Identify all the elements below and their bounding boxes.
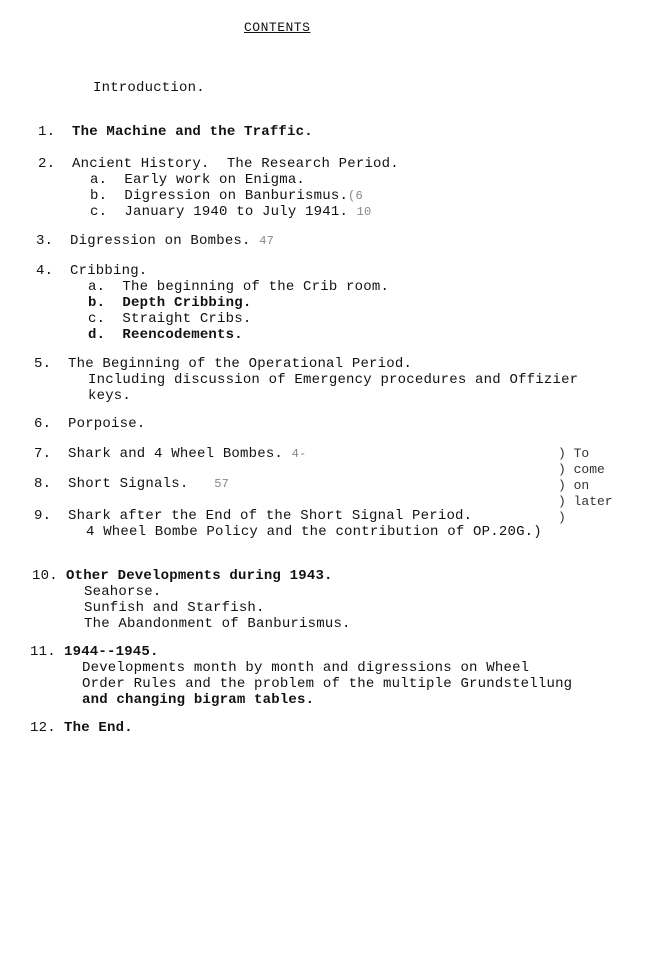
entry-10-sub-2: Sunfish and Starfish.: [84, 600, 265, 616]
side-note-line-1: ) To: [558, 446, 590, 461]
entry-5-sub-1: Including discussion of Emergency procedures and Offizier: [88, 372, 579, 388]
entry-3: [36, 233, 274, 249]
entry-11-sub-3: and changing bigram tables.: [82, 692, 315, 708]
margin-mark: (6: [348, 189, 363, 203]
entry-number: 6.: [34, 416, 52, 432]
margin-mark: 10: [356, 205, 372, 219]
entry-number: 5.: [34, 356, 52, 372]
entry-1: [38, 124, 313, 140]
entry-11-sub-2: Order Rules and the problem of the multiple Grundstellung: [82, 676, 573, 692]
entry-number: 7.: [34, 446, 52, 462]
entry-12: [30, 720, 133, 736]
page-title: CONTENTS: [244, 20, 311, 35]
entry-number: 8.: [34, 476, 52, 492]
entry-5-sub-2: keys.: [88, 388, 132, 404]
entry-10-sub-3: The Abandonment of Banburismus.: [84, 616, 351, 632]
entry-4-sub-c: c. Straight Cribs.: [88, 311, 252, 327]
entry-4: [36, 263, 147, 279]
entry-10: [32, 568, 333, 584]
entry-5: [34, 356, 412, 372]
entry-4-sub-a: a. The beginning of the Crib room.: [88, 279, 390, 295]
entry-8: [34, 476, 229, 492]
margin-mark: 47: [259, 234, 275, 248]
entry-number: 4.: [36, 263, 54, 279]
entry-4-sub-b: b. Depth Cribbing.: [88, 295, 252, 311]
side-note-line-2: ) come: [558, 462, 605, 477]
entry-title: Shark after the End of the Short Signal Period.: [68, 508, 473, 524]
entry-title: The Beginning of the Operational Period.: [68, 356, 413, 372]
entry-number: 10.: [32, 568, 58, 584]
entry-4-sub-d: d. Reencodements.: [88, 327, 243, 343]
entry-11: [30, 644, 159, 660]
entry-title: Ancient History. The Research Period.: [72, 156, 399, 172]
entry-9: [34, 508, 472, 524]
entry-title: Short Signals.: [68, 476, 189, 492]
entry-2-sub-a: a. Early work on Enigma.: [90, 172, 306, 188]
entry-title: Porpoise.: [68, 416, 146, 432]
side-note-line-5: ): [558, 510, 566, 525]
margin-mark: 57: [214, 477, 230, 491]
entry-title: The End.: [64, 720, 133, 736]
entry-title: 1944--1945.: [64, 644, 159, 660]
entry-number: 9.: [34, 508, 52, 524]
entry-title: Other Developments during 1943.: [66, 568, 333, 584]
entry-2-sub-c: [90, 204, 371, 220]
introduction-line: Introduction.: [93, 80, 205, 96]
entry-title: Shark and 4 Wheel Bombes.: [68, 446, 284, 462]
entry-11-sub-1: Developments month by month and digressions on Wheel: [82, 660, 530, 676]
entry-number: 3.: [36, 233, 54, 249]
side-note-line-3: ) on: [558, 478, 590, 493]
entry-9-sub-1: 4 Wheel Bombe Policy and the contribution of OP.20G.): [86, 524, 542, 540]
entry-number: 2.: [38, 156, 56, 172]
entry-number: 1.: [38, 124, 56, 140]
entry-6: [34, 416, 145, 432]
entry-sub-text: c. January 1940 to July 1941.: [90, 204, 349, 220]
entry-title: The Machine and the Traffic.: [72, 124, 313, 140]
side-note-line-4: ) later: [558, 494, 613, 509]
entry-number: 12.: [30, 720, 56, 736]
entry-10-sub-1: Seahorse.: [84, 584, 162, 600]
entry-7: [34, 446, 306, 462]
entry-title: Digression on Bombes.: [70, 233, 251, 249]
entry-2: [38, 156, 399, 172]
margin-mark: 4-: [291, 447, 307, 461]
entry-2-sub-b: [90, 188, 363, 204]
entry-sub-text: b. Digression on Banburismus.: [90, 188, 349, 204]
entry-number: 11.: [30, 644, 56, 660]
entry-title: Cribbing.: [70, 263, 148, 279]
